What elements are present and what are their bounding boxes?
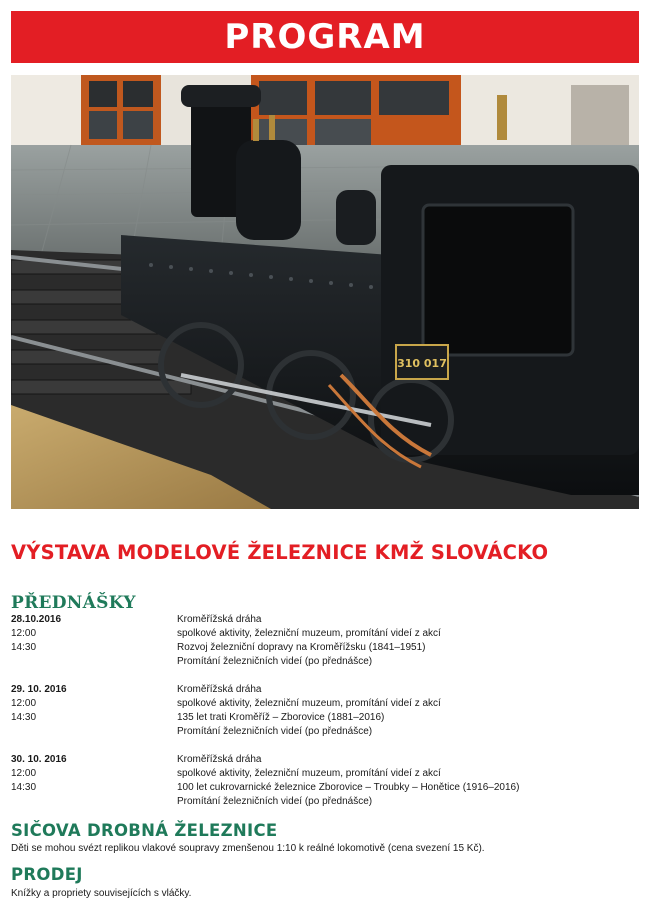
prodej-heading: PRODEJ	[11, 865, 83, 884]
day3-date: 30. 10. 2016	[11, 754, 67, 765]
banner-title: PROGRAM	[224, 17, 426, 57]
day2-time1: 12:00	[11, 698, 37, 709]
day2-venue: Kroměřížská dráha	[177, 684, 262, 695]
day3-time1: 12:00	[11, 768, 37, 779]
day2-text1: spolkové aktivity, železniční muzeum, promítání videí z akcí	[177, 698, 441, 709]
lectures-heading: PŘEDNÁŠKY	[11, 593, 136, 613]
day3-text2: 100 let cukrovarnické železnice Zborovice – Troubky – Honětice (1916–2016)	[177, 782, 520, 793]
locomotive-illustration	[11, 75, 639, 509]
day1-venue: Kroměřížská dráha	[177, 614, 262, 625]
day2-text2: 135 let trati Kroměříž – Zborovice (1881–2016)	[177, 712, 385, 723]
exhibition-title: VÝSTAVA MODELOVÉ ŽELEZNICE KMŽ SLOVÁCKO	[11, 541, 549, 564]
plate-number: 310 017	[397, 357, 447, 370]
sicova-text: Děti se mohou svézt replikou vlakové soupravy zmenšenou 1:10 k reálné lokomotivě (cena svezení 15 Kč).	[11, 843, 485, 854]
day1-text3: Promítání železničních videí (po přednášce)	[177, 656, 373, 667]
day1-time1: 12:00	[11, 628, 37, 639]
day2-text3: Promítání železničních videí (po přednášce)	[177, 726, 373, 737]
sicova-heading: SIČOVA DROBNÁ ŽELEZNICE	[11, 821, 278, 840]
day3-text3: Promítání železničních videí (po přednášce)	[177, 796, 373, 807]
day3-time2: 14:30	[11, 782, 37, 793]
day1-time2: 14:30	[11, 642, 37, 653]
program-banner	[11, 11, 639, 63]
day1-text2: Rozvoj železniční dopravy na Kroměřížsku (1841–1951)	[177, 642, 426, 653]
day3-text1: spolkové aktivity, železniční muzeum, promítání videí z akcí	[177, 768, 441, 779]
prodej-text: Knížky a propriety souvisejících s vláčky.	[11, 888, 192, 899]
day1-text1: spolkové aktivity, železniční muzeum, promítání videí z akcí	[177, 628, 441, 639]
day2-date: 29. 10. 2016	[11, 684, 67, 695]
day1-date: 28.10.2016	[11, 614, 62, 625]
day3-venue: Kroměřížská dráha	[177, 754, 262, 765]
locomotive-photo	[11, 75, 639, 509]
day2-time2: 14:30	[11, 712, 37, 723]
